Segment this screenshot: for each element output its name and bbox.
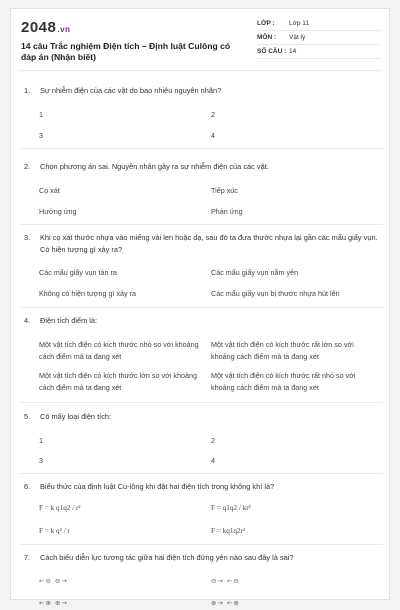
option-b[interactable]: ⊖→ ←⊖ (211, 577, 240, 585)
option-d[interactable]: Các mẩu giấy vụn bị thước nhựa hút lên (211, 289, 340, 298)
header-divider (19, 70, 381, 71)
question-body: Điện tích điểm là: (40, 316, 98, 325)
question-body: Cách biểu diễn lực tương tác giữa hai điện tích đứng yên nào sau đây là sai? (40, 553, 294, 562)
option-d[interactable]: ⊕→ ←⊕ (211, 599, 240, 607)
option-c[interactable]: Hưởng ứng (39, 207, 77, 216)
option-d[interactable]: 4 (211, 131, 215, 140)
option-c[interactable]: F = k q² / r (39, 527, 70, 535)
question-divider (19, 148, 383, 149)
option-b[interactable]: 2 (211, 110, 215, 119)
meta-row-class (257, 17, 381, 31)
question-body: Biểu thức của định luật Cu-lông khi đặt hai điện tích trong không khí là? (40, 482, 275, 491)
option-a[interactable]: F = k q1q2 / r² (39, 504, 81, 512)
meta-table (257, 17, 381, 59)
question-number: 1. (24, 86, 31, 95)
logo-suffix: .vn (57, 25, 71, 34)
option-a[interactable]: ←⊖ ⊖→ (39, 577, 68, 585)
question-divider (19, 307, 383, 308)
document-page (10, 8, 390, 607)
option-b[interactable]: Các mẩu giấy vụn nằm yên (211, 268, 299, 277)
question-number: 3. (24, 233, 31, 242)
option-c[interactable]: Một vật tích điện có kích thước lớn so với khoảng cách điểm mà ta đang xét (39, 371, 197, 392)
question-divider (19, 544, 383, 545)
meta-row-subject (257, 31, 381, 45)
question-body: Khi cọ xát thước nhựa vào miếng vải len hoặc dạ, sau đó ta đưa thước nhựa lại gần các mẩu giấy vụn. Có hiện tượng gì xảy ra? (40, 233, 378, 254)
option-c[interactable]: 3 (39, 131, 43, 140)
meta-value: Vật lý (289, 34, 306, 41)
option-b[interactable]: Tiếp xúc (211, 186, 238, 195)
option-a[interactable]: 1 (39, 110, 43, 119)
question-text (24, 161, 382, 173)
option-d[interactable]: F = kq1q2r² (211, 527, 246, 535)
question-text (24, 232, 382, 255)
logo-text: 2048 (21, 19, 57, 36)
question-text (24, 411, 382, 423)
option-b[interactable]: Một vật tích điện có kích thước rất lớn so với khoảng cách điểm mà ta đang xét (211, 340, 354, 361)
option-b[interactable]: F = q1q2 / kr² (211, 504, 251, 512)
option-b[interactable]: 2 (211, 436, 215, 445)
meta-key: MÔN : (257, 34, 277, 41)
page-title: 14 câu Trắc nghiệm Điện tích – Định luật Culông có đáp án (Nhận biết) (21, 41, 231, 62)
question-number: 2. (24, 162, 31, 171)
question-number: 4. (24, 316, 31, 325)
question-text (24, 85, 382, 97)
question-text (24, 315, 382, 327)
question-number: 7. (24, 553, 31, 562)
question-body: Sự nhiễm điện của các vật do bao nhiêu nguyên nhân? (40, 86, 222, 95)
meta-value: 14 (289, 48, 297, 55)
option-a[interactable]: 1 (39, 436, 43, 445)
option-c[interactable]: ←⊕ ⊕→ (39, 599, 68, 607)
option-d[interactable]: Phản ứng (211, 207, 243, 216)
question-number: 5. (24, 412, 31, 421)
option-d[interactable]: Một vật tích điện có kích thước rất nhỏ so với khoảng cách điểm mà ta đang xét (211, 371, 356, 392)
question-number: 6. (24, 482, 31, 491)
option-d[interactable]: 4 (211, 456, 215, 465)
option-a[interactable]: Các mẩu giấy vụn tản ra (39, 268, 117, 277)
question-body: Chọn phương án sai. Nguyên nhân gây ra sự nhiễm điện của các vật. (40, 162, 269, 171)
question-divider (19, 402, 383, 403)
meta-key: LỚP : (257, 20, 275, 27)
site-logo[interactable] (21, 19, 70, 36)
option-a[interactable]: Một vật tích điện có kích thước nhỏ so với khoảng cách điểm mà ta đang xét (39, 340, 199, 361)
meta-row-count (257, 45, 381, 59)
question-divider (19, 224, 383, 225)
option-c[interactable]: 3 (39, 456, 43, 465)
meta-value: Lớp 11 (289, 20, 310, 27)
document-header (11, 9, 389, 67)
question-text (24, 481, 382, 493)
question-divider (19, 473, 383, 474)
question-text (24, 552, 382, 564)
option-a[interactable]: Cọ xát (39, 186, 60, 195)
question-body: Có mấy loại điện tích: (40, 412, 112, 421)
meta-key: SỐ CÂU : (257, 48, 287, 55)
option-c[interactable]: Không có hiện tượng gì xảy ra (39, 289, 137, 298)
